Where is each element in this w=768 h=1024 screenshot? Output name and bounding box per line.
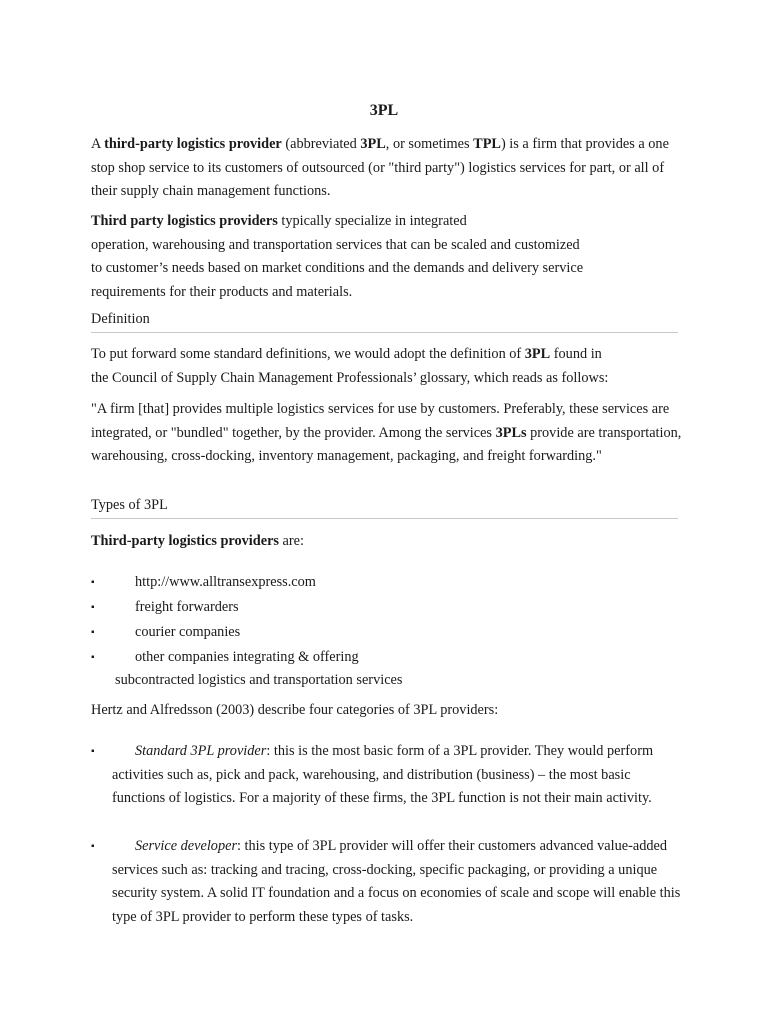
category-body (112, 835, 682, 929)
quote-text-1: "A firm [that] provides multiple logistics services for use by customers. Preferably, these services are integrated, or "bundled" together, by the provider. Among the services (91, 401, 670, 441)
intro-bold-alt: TPL (473, 136, 501, 152)
list-item-continuation: subcontracted logistics and transportation services (115, 672, 403, 688)
list-item-text: other companies integrating & offering (135, 649, 359, 665)
bullet-icon: ▪ (91, 577, 95, 588)
specialize-line-1 (91, 210, 691, 234)
definition-heading: Definition (91, 308, 678, 333)
bullet-icon: ▪ (91, 652, 95, 663)
intro-bold-term: third-party logistics provider (104, 136, 282, 152)
definition-line-1 (91, 343, 691, 367)
category-description: : this type of 3PL provider will offer their customers advanced value-added services such as: tracking and tracing, cross-docking, specific packaging, or providing a unique security system. A solid IT foundation and a focus on economies of scale and scope will enable this type of 3PL provider to perform these types of tasks. (112, 838, 681, 925)
specialize-line-2: operation, warehousing and transportation services that can be scaled and customized (91, 236, 580, 253)
quote-text-2: provide are transportation, warehousing, cross-docking, inventory management, packaging, and freight forwarding." (91, 424, 682, 464)
specialize-line-4: requirements for their products and materials. (91, 283, 353, 300)
types-intro-bold: Third-party logistics providers (91, 533, 279, 549)
types-intro-text: are: (278, 533, 304, 549)
bullet-icon: ▪ (91, 627, 95, 638)
category-body (112, 740, 682, 811)
intro-text-4: ) is a firm that provides a one stop shop service to its customers of outsourced (or "third party") logistics services for part, or all of their supply chain management functions. (91, 136, 669, 199)
definition-paragraph (91, 343, 691, 390)
category-name: Standard 3PL provider (135, 743, 267, 759)
intro-text-2: (abbreviated (281, 136, 361, 152)
category-name: Service developer (135, 838, 238, 854)
intro-text-3: , or sometimes (385, 136, 474, 152)
definition-line-2: the Council of Supply Chain Management Professionals’ glossary, which reads as follows: (91, 369, 609, 386)
bullet-icon: ▪ (91, 746, 95, 757)
definition-text-2: found in (550, 346, 602, 362)
types-intro (91, 530, 691, 554)
definition-bold: 3PL (524, 346, 551, 362)
intro-text-1: A (91, 136, 105, 152)
intro-paragraph (91, 133, 685, 204)
hertz-paragraph: Hertz and Alfredsson (2003) describe four categories of 3PL providers: (91, 702, 499, 718)
definition-text-1: To put forward some standard definitions, we would adopt the definition of (91, 346, 525, 362)
intro-bold-abbrev: 3PL (360, 136, 386, 152)
list-item-text: http://www.alltransexpress.com (135, 574, 316, 590)
bullet-icon: ▪ (91, 841, 95, 852)
page-title: 3PL (369, 102, 399, 119)
list-item-text: freight forwarders (135, 599, 239, 615)
bullet-icon: ▪ (91, 602, 95, 613)
quote-paragraph (91, 398, 685, 469)
specialize-bold: Third party logistics providers (91, 213, 278, 229)
list-item-text: courier companies (135, 624, 241, 640)
specialize-line-3: to customer’s needs based on market conditions and the demands and delivery service (91, 260, 584, 276)
types-heading: Types of 3PL (91, 494, 678, 519)
specialize-text-1: typically specialize in integrated (277, 213, 467, 229)
quote-bold: 3PLs (495, 424, 527, 441)
specialize-paragraph (91, 210, 691, 304)
category-description: : this is the most basic form of a 3PL provider. They would perform activities such as, pick and pack, warehousing, and distribution (business) – the most basic functions of logistics. For a majority of these firms, the 3PL function is not their main activity. (112, 743, 654, 806)
